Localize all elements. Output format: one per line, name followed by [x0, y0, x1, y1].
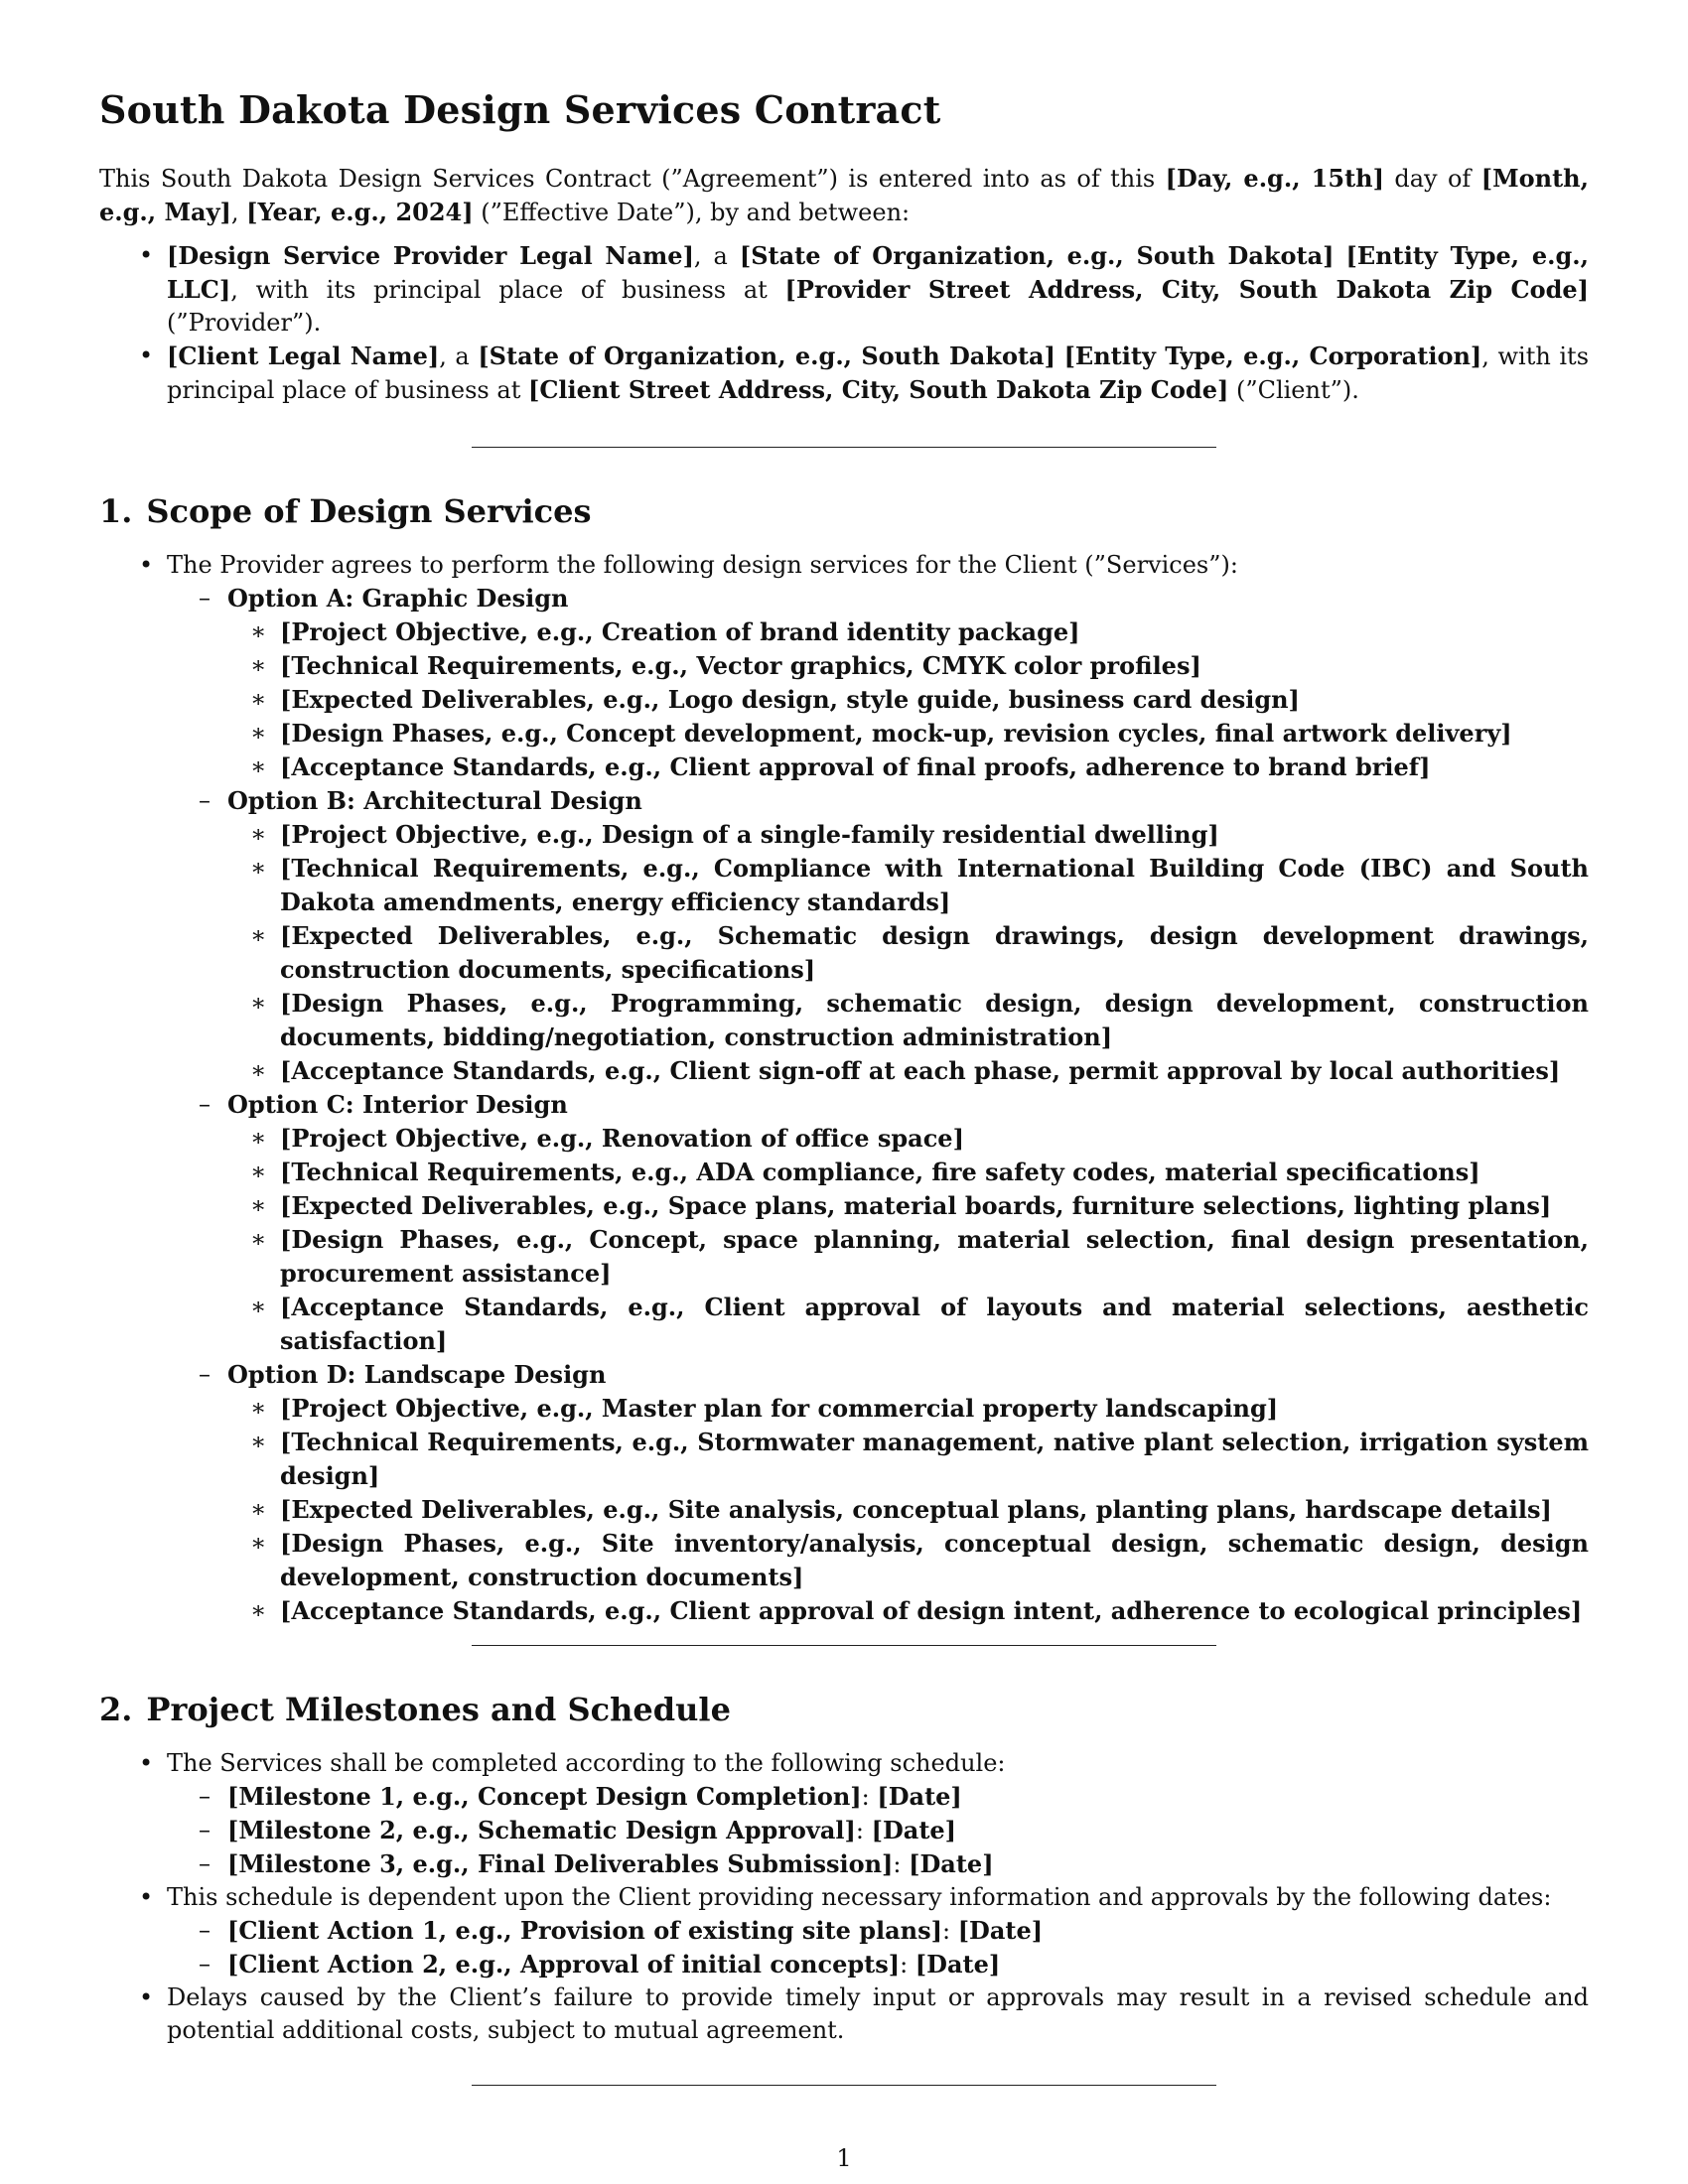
list-item	[99, 919, 1589, 987]
client-state-placeholder: [State of Organization, e.g., South Dakota]	[478, 341, 1055, 370]
item-text: [Project Objective, e.g., Creation of brand identity package]	[280, 617, 1080, 646]
document-title: South Dakota Design Services Contract	[99, 87, 941, 132]
list-item	[99, 1054, 1589, 1088]
list-item	[99, 1392, 1589, 1426]
item-text: [Expected Deliverables, e.g., Logo design, style guide, business card design]	[280, 685, 1300, 714]
option-b-items	[99, 818, 1589, 1088]
option-a	[99, 582, 1589, 784]
day-placeholder: [Day, e.g., 15th]	[1165, 164, 1384, 193]
separator: :	[941, 1917, 958, 1945]
client-party	[99, 340, 1589, 407]
option-d-items	[99, 1392, 1589, 1628]
option-b-label: Option B: Architectural Design	[227, 786, 642, 815]
date-placeholder: [Date]	[914, 1950, 1001, 1979]
option-a-label: Option A: Graphic Design	[227, 584, 569, 613]
option-c	[99, 1088, 1589, 1358]
list-item	[99, 649, 1589, 683]
date-placeholder: [Date]	[957, 1916, 1044, 1945]
separator: :	[900, 1951, 915, 1979]
item-text: [Design Phases, e.g., Programming, schematic design, design development, construction documents, bidding/negotiation, construction administration]	[280, 989, 1589, 1051]
item-text: [Acceptance Standards, e.g., Client approval of final proofs, adherence to brand brief]	[280, 752, 1431, 781]
page-number: 1	[836, 2144, 852, 2172]
dependency-lead: • This schedule is dependent upon the Client providing necessary information and approvals by the following dates:	[99, 1881, 1589, 1914]
party-text	[1335, 242, 1346, 270]
month-placeholder: [Month, e.g., May]	[99, 164, 1589, 226]
section-2-heading	[99, 1691, 731, 1728]
intro-paragraph	[99, 162, 1589, 229]
party-text: (”Client”).	[1228, 376, 1359, 404]
milestone-item	[99, 1780, 1589, 1814]
option-c-label: Option C: Interior Design	[227, 1090, 568, 1119]
option-label	[99, 784, 1589, 818]
option-b	[99, 784, 1589, 1088]
section-divider	[472, 1645, 1216, 1646]
item-text: [Expected Deliverables, e.g., Space plans, material boards, furniture selections, lighting plans]	[280, 1191, 1552, 1220]
separator: :	[861, 1783, 878, 1811]
item-text: [Acceptance Standards, e.g., Client sign-off at each phase, permit approval by local authorities]	[280, 1056, 1561, 1085]
milestone-name: [Milestone 3, e.g., Final Deliverables Submission]	[227, 1849, 894, 1878]
section-1-title: Scope of Design Services	[146, 492, 592, 530]
party-text: , a	[439, 342, 479, 370]
parties-list	[99, 239, 1589, 407]
client-address-placeholder: [Client Street Address, City, South Dakota Zip Code]	[527, 375, 1229, 404]
client-action-name: [Client Action 1, e.g., Provision of existing site plans]	[227, 1916, 942, 1945]
item-text: [Technical Requirements, e.g., Compliance with International Building Code (IBC) and South Dakota amendments, energy efficiency standards]	[280, 854, 1589, 916]
intro-text: ,	[230, 199, 247, 226]
option-c-items	[99, 1122, 1589, 1358]
section-1-number: 1.	[99, 492, 133, 530]
milestone-name: [Milestone 1, e.g., Concept Design Completion]	[227, 1782, 862, 1811]
list-item	[99, 1291, 1589, 1358]
list-item	[99, 683, 1589, 717]
list-item	[99, 717, 1589, 751]
option-d	[99, 1358, 1589, 1628]
milestone-name: [Milestone 2, e.g., Schematic Design Approval]	[227, 1816, 856, 1844]
item-text: [Design Phases, e.g., Concept, space planning, material selection, final design presentation, procurement assistance]	[280, 1225, 1589, 1288]
list-item	[99, 1594, 1589, 1628]
provider-address-placeholder: [Provider Street Address, City, South Dakota Zip Code]	[784, 275, 1589, 304]
delays-clause: • Delays caused by the Client’s failure to provide timely input or approvals may result in a revised schedule and potential additional costs, subject to mutual agreement.	[99, 1981, 1589, 2047]
separator: :	[893, 1850, 910, 1878]
section-2-list	[99, 1747, 1589, 2047]
item-text: [Technical Requirements, e.g., Vector graphics, CMYK color profiles]	[280, 651, 1201, 680]
item-text: [Expected Deliverables, e.g., Site analysis, conceptual plans, planting plans, hardscape details]	[280, 1495, 1552, 1524]
list-item	[99, 1122, 1589, 1156]
client-action-item	[99, 1914, 1589, 1948]
milestone-item	[99, 1847, 1589, 1881]
list-item	[99, 1189, 1589, 1223]
party-text: , with its principal place of business at	[230, 276, 785, 304]
item-text: [Design Phases, e.g., Concept development, mock-up, revision cycles, final artwork delivery]	[280, 719, 1512, 748]
section-divider	[472, 447, 1216, 448]
list-item	[99, 1223, 1589, 1291]
item-text: [Acceptance Standards, e.g., Client approval of design intent, adherence to ecological principles]	[280, 1596, 1583, 1625]
list-item	[99, 1493, 1589, 1527]
option-d-label: Option D: Landscape Design	[227, 1360, 607, 1389]
option-a-items	[99, 615, 1589, 784]
schedule-lead: • The Services shall be completed according to the following schedule:	[99, 1747, 1589, 1780]
section-2-number: 2.	[99, 1691, 133, 1728]
item-text: [Acceptance Standards, e.g., Client approval of layouts and material selections, aesthetic satisfaction]	[280, 1293, 1589, 1355]
section-2-title: Project Milestones and Schedule	[146, 1691, 731, 1728]
item-text: [Project Objective, e.g., Design of a single-family residential dwelling]	[280, 820, 1219, 849]
list-item	[99, 751, 1589, 784]
milestone-item	[99, 1814, 1589, 1847]
separator: :	[855, 1817, 872, 1844]
item-text: [Expected Deliverables, e.g., Schematic design drawings, design development drawings, construction documents, specifications]	[280, 921, 1589, 984]
party-text	[1055, 342, 1064, 370]
item-text: [Technical Requirements, e.g., Stormwater management, native plant selection, irrigation system design]	[280, 1428, 1589, 1490]
list-item	[99, 615, 1589, 649]
section-1-list	[99, 549, 1589, 1628]
client-action-name: [Client Action 2, e.g., Approval of initial concepts]	[227, 1950, 901, 1979]
intro-text: This South Dakota Design Services Contract (”Agreement”) is entered into as of this	[99, 165, 1166, 193]
client-action-item	[99, 1948, 1589, 1981]
intro-text: day of	[1383, 165, 1481, 193]
option-label	[99, 1358, 1589, 1392]
party-text: , a	[693, 242, 740, 270]
year-placeholder: [Year, e.g., 2024]	[246, 198, 474, 226]
date-placeholder: [Date]	[871, 1816, 957, 1844]
list-item	[99, 852, 1589, 919]
intro-text: (”Effective Date”), by and between:	[473, 199, 911, 226]
item-text: [Project Objective, e.g., Renovation of office space]	[280, 1124, 964, 1153]
option-label	[99, 1088, 1589, 1122]
provider-entity-placeholder: [Entity Type, e.g., LLC]	[167, 241, 1589, 304]
provider-state-placeholder: [State of Organization, e.g., South Dakota]	[739, 241, 1335, 270]
section-divider	[472, 2085, 1216, 2086]
list-item	[99, 1527, 1589, 1594]
list-item	[99, 818, 1589, 852]
item-text: [Design Phases, e.g., Site inventory/analysis, conceptual design, schematic design, design development, construction documents]	[280, 1529, 1589, 1591]
list-item	[99, 1426, 1589, 1493]
item-text: [Project Objective, e.g., Master plan for commercial property landscaping]	[280, 1394, 1279, 1423]
services-lead: • The Provider agrees to perform the following design services for the Client (”Services”):	[99, 549, 1589, 582]
party-text: , with its principal place of business at	[167, 342, 1590, 404]
item-text: [Technical Requirements, e.g., ADA compliance, fire safety codes, material specifications]	[280, 1158, 1480, 1186]
list-item	[99, 1156, 1589, 1189]
date-placeholder: [Date]	[909, 1849, 994, 1878]
option-label	[99, 582, 1589, 615]
list-item	[99, 987, 1589, 1054]
provider-party	[99, 239, 1589, 340]
date-placeholder: [Date]	[877, 1782, 962, 1811]
client-name-placeholder: [Client Legal Name]	[167, 341, 440, 370]
provider-name-placeholder: [Design Service Provider Legal Name]	[167, 241, 694, 270]
party-text: (”Provider”).	[167, 309, 322, 337]
section-1-heading	[99, 492, 591, 530]
client-entity-placeholder: [Entity Type, e.g., Corporation]	[1063, 341, 1482, 370]
